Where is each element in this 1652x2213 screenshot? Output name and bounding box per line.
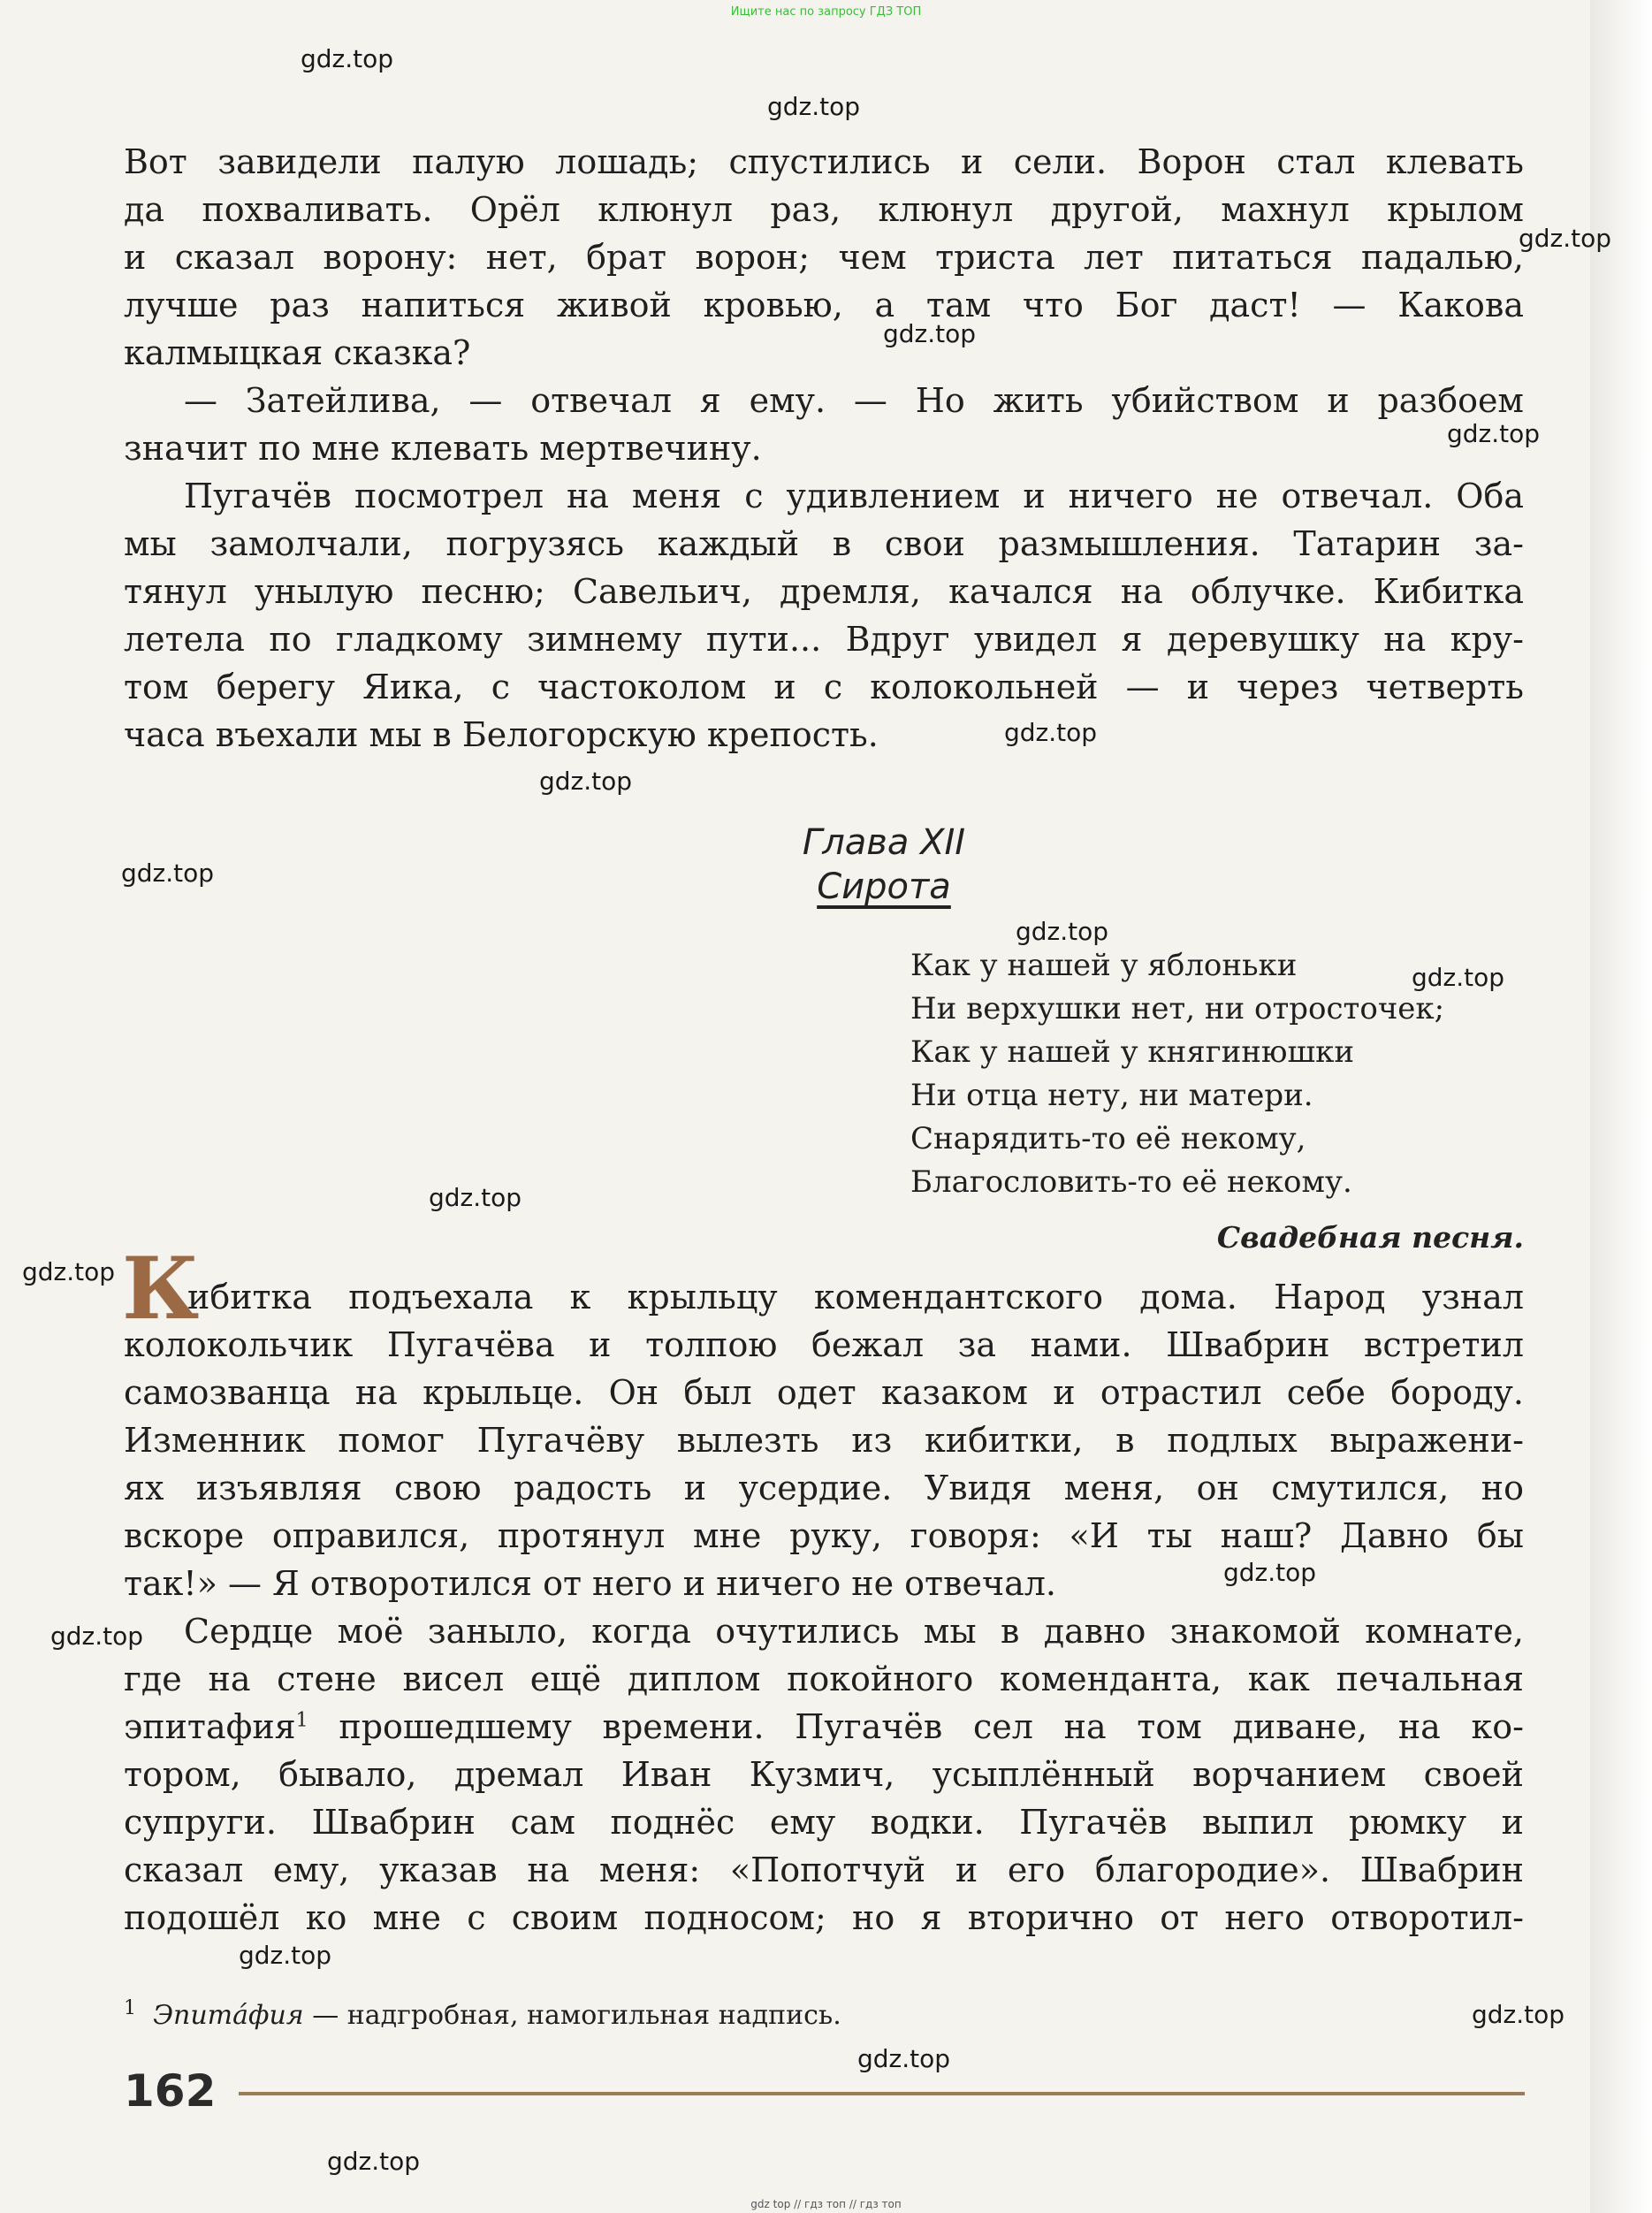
text-line: подошёл ко мне с своим подносом; но я вторично от него отворотил-	[124, 1898, 1524, 1937]
watermark: gdz.top	[327, 2147, 421, 2176]
watermark: gdz.top	[1472, 2000, 1565, 2029]
header-note: Ищите нас по запросу ГДЗ ТОП	[730, 5, 922, 19]
footer-note: gdz top // гдз топ // гдз топ	[750, 2198, 902, 2210]
text-line: ибитка подъехала к крыльцу комендантского дома. Народ узнал	[187, 1278, 1524, 1316]
watermark: gdz.top	[1519, 224, 1612, 253]
epigraph	[910, 944, 1444, 1204]
text-line: тянул унылую песню; Савельич, дремля, качался на облучке. Кибитка	[124, 572, 1524, 611]
watermark: gdz.top	[1447, 419, 1541, 448]
page-edge-shadow	[1590, 0, 1652, 2213]
text-line: сказал ему, указав на меня: «Попотчуй и его благородие». Швабрин	[124, 1851, 1524, 1889]
text-line: Вот завидели палую лошадь; спустились и сели. Ворон стал клевать	[124, 142, 1524, 181]
footnote-text: — надгробная, намогильная надпись.	[303, 2000, 841, 2031]
epigraph-source: Свадебная песня.	[1216, 1220, 1524, 1255]
text-line: колокольчик Пугачёва и толпою бежал за нами. Швабрин встретил	[124, 1325, 1524, 1364]
text-line: Сердце моё заныло, когда очутились мы в давно знакомой комнате,	[184, 1612, 1524, 1651]
text-line: лучше раз напиться живой кровью, а там что Бог даст! — Какова	[124, 286, 1524, 324]
watermark: gdz.top	[539, 767, 633, 796]
watermark: gdz.top	[301, 44, 394, 73]
epigraph-line: Благословить-то её некому.	[910, 1164, 1352, 1200]
text-line: да похваливать. Орёл клюнул раз, клюнул другой, махнул крылом	[124, 190, 1524, 229]
text-line	[124, 1703, 1524, 1751]
text-line: так!» — Я отворотился от него и ничего не отвечал.	[124, 1564, 1056, 1603]
footnote	[124, 1997, 841, 2031]
text-line: самозванца на крыльце. Он был одет казаком и отрастил себе бороду.	[124, 1373, 1524, 1412]
watermark: gdz.top	[121, 858, 215, 888]
text-line: вскоре оправился, протянул мне руку, говоря: «И ты наш? Давно бы	[124, 1516, 1524, 1555]
footnote-marker[interactable]: 1	[295, 1709, 308, 1732]
drop-cap: К	[122, 1239, 200, 1339]
text-line: мы замолчали, погрузясь каждый в свои размышления. Татарин за-	[124, 524, 1524, 563]
watermark: gdz.top	[883, 319, 977, 348]
watermark: gdz.top	[429, 1183, 522, 1212]
text-line: и сказал ворону: нет, брат ворон; чем триста лет питаться падалью,	[124, 238, 1524, 277]
text-line: калмыцкая сказка?	[124, 333, 471, 372]
watermark: gdz.top	[50, 1622, 144, 1651]
epigraph-line: Ни отца нету, ни матери.	[910, 1078, 1313, 1113]
watermark: gdz.top	[239, 1941, 332, 1970]
text-line: ях изъявляя свою радость и усердие. Увидя меня, он смутился, но	[124, 1469, 1524, 1507]
epigraph-line: Как у нашей у княгинюшки	[910, 1034, 1355, 1070]
watermark: gdz.top	[1223, 1558, 1317, 1587]
epigraph-line: Ни верхушки нет, ни отросточек;	[910, 991, 1445, 1026]
text-line: тором, бывало, дремал Иван Кузмич, усыплённый ворчанием своей	[124, 1755, 1524, 1794]
text-line: Пугачёв посмотрел на меня с удивлением и ничего не отвечал. Оба	[184, 477, 1524, 515]
text-line: Изменник помог Пугачёву вылезть из кибитки, в подлых выражени-	[124, 1421, 1524, 1460]
page-number: 162	[124, 2065, 217, 2117]
epigraph-line: Как у нашей у яблоньки	[910, 948, 1298, 983]
text-line: часа въехали мы в Белогорскую крепость.	[124, 715, 879, 754]
footer-rule	[239, 2092, 1525, 2095]
watermark: gdz.top	[1004, 718, 1098, 747]
watermark: gdz.top	[857, 2044, 951, 2073]
text-line: значит по мне клевать мертвечину.	[124, 429, 762, 468]
text-line: супруги. Швабрин сам поднёс ему водки. Пугачёв выпил рюмку и	[124, 1803, 1524, 1842]
watermark: gdz.top	[22, 1257, 116, 1286]
text-line: том берегу Яика, с частоколом и с колокольней — и через четверть	[124, 668, 1524, 706]
text-line: — Затейлива, — отвечал я ему. — Но жить убийством и разбоем	[184, 381, 1524, 420]
footnote-number: 1	[124, 1997, 136, 2019]
watermark: gdz.top	[1016, 917, 1109, 946]
text-line: где на стене висел ещё диплом покойного коменданта, как печальная	[124, 1660, 1524, 1698]
footnote-term-inline: эпитафия	[124, 1707, 296, 1746]
text-line: летела по гладкому зимнему пути... Вдруг увидел я деревушку на кру-	[124, 620, 1524, 659]
chapter-title: Сирота	[817, 866, 951, 907]
chapter-number: Глава XII	[802, 822, 966, 863]
footnote-term: Эпитáфия	[153, 2000, 304, 2031]
epigraph-line: Снарядить-то её некому,	[910, 1121, 1306, 1156]
watermark: gdz.top	[1412, 963, 1505, 992]
text-span: прошедшему времени. Пугачёв сел на том диване, на ко-	[308, 1707, 1524, 1746]
watermark: gdz.top	[767, 92, 861, 121]
